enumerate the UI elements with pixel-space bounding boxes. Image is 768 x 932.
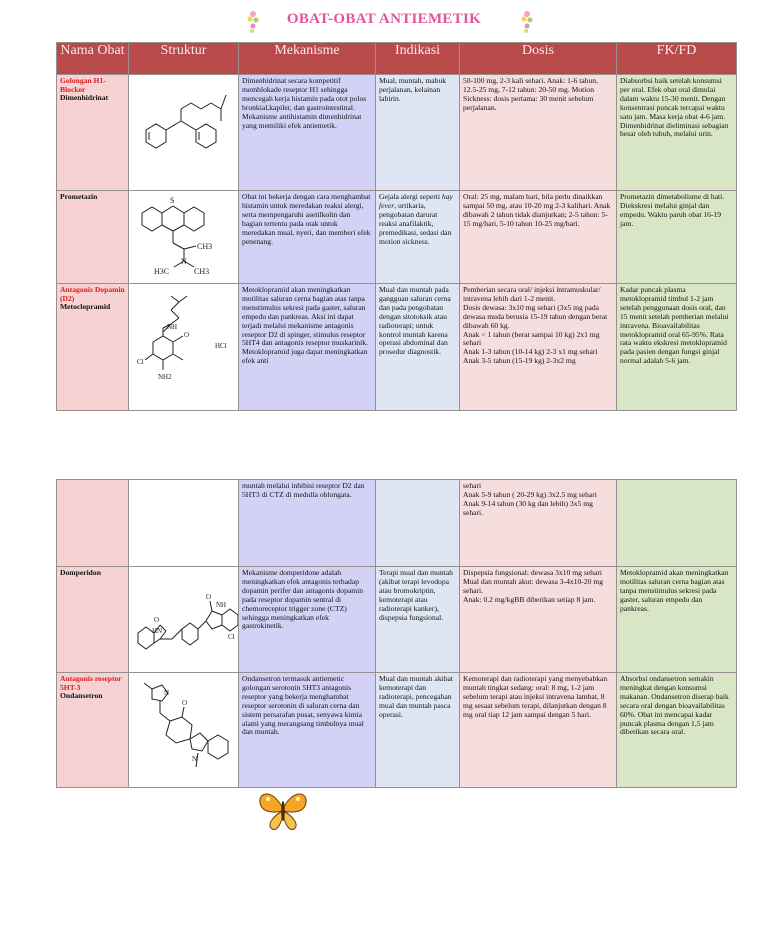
mekanisme-text: Metoklopramid akan meningkatkan motilitas saluran cerna bagian atas tanpa menstimulus sekresi pada gaster, saluran empedu dan pankreas. Aksi ini dapat terjadi melalui mekanisme antagonis reseptor D2 di spinger, stimulus reseptor 5HT4 dan antagonis reseptor muskarinik. Metoklopramid juga dapat meningkatkan efek anti [242,285,368,366]
table-row [57,480,737,567]
table-row [57,567,737,673]
chlorine-atom-label: Cl [136,358,144,366]
header-indikasi: Indikasi [376,43,460,75]
dosis-line: Dispepsia fungsional: dewasa 3x10 mg sehari [463,568,602,577]
dosis-line: Anak < 1 tahun (berat sampai 10 kg) 2x1 mg sehari [463,329,600,348]
dosis-text [460,284,616,366]
fkfd-text: Metoklopramid akan meningkatkan motilitas saluran cerna bagian atas tanpa menstimulus sekresi pada gaster, saluran empedu dan pankreas. [620,568,729,613]
methyl-label: CH3 [196,242,212,251]
mekanisme-text: Obat ini bekerja dengan cara menghambat histamin untuk meredakan reaksi alergi, serta mempengaruhi asetilkolin dan bagian tertentu pada otak untuk meredakan mual, nyeri, dan memberi efek penenang. [242,192,371,246]
indikasi-text: Mual dan muntah akibat kemoterapi dan radioterapi, pencegahan mual dan muntah pasca operasi. [379,674,454,719]
drug-name-cell [57,673,128,701]
mekanisme-text: muntah melalui inhibisi reseptor D2 dan 5HT3 di CTZ di medulla oblongata. [242,481,365,499]
antiemetic-table-page-1 [56,42,737,411]
dosis-line: sehari [463,481,482,490]
header-fkfd: FK/FD [617,43,737,75]
mekanisme-text: Ondansetron termasuk antiemetic golongan serotonin 5HT3 antagonis reseptor yang bekerja menghambat reseptor serotonin di saluran cerna dan sistem persarafan pusat, senyawa kimia alami yang merangsang timbulnya mual dan muntah. [242,674,364,737]
dosis-text [460,480,616,518]
header-mekanisme: Mekanisme [239,43,376,75]
fkfd-text: Diabsorbsi baik setelah konsumsi per oral. Efek obat oral dimulai dalam waktu 15-30 menit. Dengan konsentrasi puncak tercapai waktu satu jam. Masa kerja obat 4-6 jam. Dimenhidrinat dieliminasi sebagian besar oleh tubuh, melalui urin. [620,76,729,139]
promethazine-structure [129,191,238,277]
dosis-line: Anak: 0.2 mg/kgBB diberikan setiap 8 jam. [463,594,596,604]
header-row [57,43,737,75]
table-row [57,284,737,411]
indikasi-text-part: , urtikaria, pengobatan darurat reaksi anafilaktik, premedikasi, sedasi dan motion sickness. [379,200,452,246]
header-nama-obat: Nama Obat [57,43,129,75]
table-row [57,75,737,191]
table-row [57,673,737,788]
drug-name-cell [57,284,128,312]
indikasi-text-italic: hay fever [379,192,453,210]
oxygen-atom-label: O [181,699,187,707]
drug-name: Metoclopramid [60,302,111,312]
sulfur-atom-label: S [169,196,174,205]
metoclopramide-structure [129,284,238,394]
indikasi-text: Terapi mual dan muntah (akibat terapi levodopa atau bromokriptin, kemoterapi atau radioterapi kanker), dispepsia fungsional. [379,568,453,622]
flower-icon [520,10,534,34]
chlorine-atom-label: Cl [227,633,235,641]
fkfd-text: Kadar puncak plasma metoklopramid timbul 1-2 jam setelah penggunaan dosis oral, dan 15 menit setelah pemberian melalui intravena. Bioavailabilitas metoklopramid oral 65-95%. Rata rata waktu ekskresi metoklopramid pada pasien dengan fungsi ginjal normal adalah 5-6 jam. [620,285,729,366]
methyl-label: CH3 [193,267,209,276]
amine-label: NH2 [157,373,172,381]
table-row [57,191,737,284]
dosis-line: Pemberian secara oral/ injeksi intramuskular/ intravena lebih dari 1-2 menit. [463,285,601,303]
dosis-text: Kemoterapi dan radioterapi yang menyebabkan muntah tingkat sedang: oral: 8 mg, 1-2 jam sebelum terapi atau injeksi intravena lambat, 8 mg sesaat sebelum terapi, dilanjutkan dengan 8 mg oral tiap 12 jam sampai dengan 5 hari. [463,674,608,719]
drug-name-cell [57,191,128,202]
hcl-label: HCl [214,342,227,350]
header-struktur: Struktur [129,43,239,75]
indikasi-text: Mual dan muntah pada gangguan saluran cerna dan pada pengobatan dengan sitotoksik atau radioterapi; untuk kontrol muntah karena operasi abdominal dan prosedur diagnostik. [379,285,451,357]
drug-name: Ondansetron [60,691,103,701]
page-title: OBAT-OBAT ANTIEMETIK [286,11,482,27]
antiemetic-table-page-2 [56,479,737,788]
nh-label: NH [215,601,226,609]
dosis-line: Dosis dewasa: 3x10 mg sehari (3x5 mg pada dewasa muda berusia 15-19 tahun dengan berat dibawah 60 kg. [463,302,608,330]
drug-name-cell [57,75,128,103]
dosis-line: Anak 3-5 tahun (15-19 kg) 2-3x2 mg [463,356,576,366]
oxygen-atom-label: O [183,331,189,339]
drug-class: Antagonis reseptor 5HT-3 [60,674,122,692]
nitrogen-atom-label: N [191,755,197,763]
dosis-text [460,567,616,605]
indikasi-text: Mual, muntah, mabuk perjalanan, kelainan labirin. [379,76,447,103]
mekanisme-text: Mekanisme domperidone adalah meningkatkan efek antagonis terhadap dopamin perifer dan antagonis dopamin pada reseptor dopamin sentral di chemoreceptor trigger zone (CTZ) sehingga meningkatkan efek gastrokinetik. [242,568,364,631]
domperidone-structure [129,567,238,663]
dosis-text: 50-100 mg, 2-3 kali sehari. Anak: 1-6 tahun, 12.5-25 mg, 7-12 tahun: 20-50 mg. Motion Sickness: dosis pertama: 30 menit sebelum perjalanan. [463,76,598,112]
dosis-line: Mual dan muntah akut: dewasa 3-4x10-20 mg sehari. [463,576,604,595]
oxygen-atom-label: O [205,593,211,601]
nitrogen-atom-label: N [180,257,187,266]
dosis-line: Anak 5-9 tahun ( 20-29 kg) 3x2.5 mg sehari [463,489,597,499]
drug-name-cell [57,567,128,578]
drug-name: Domperidon [60,568,101,577]
dosis-text: Oral: 25 mg, malam hari, bila perlu dinaikkan sampai 50 mg, atau 10-20 mg 2-3 kalihari. Anak dibawah 2 tahun tidak dianjurkan; 2-5 tahun: 5-15 mg/hari, 5-10 tahun 10-25 mg/hari. [463,192,611,228]
indikasi-text-part: Gejala alergi seperti [379,192,442,201]
indikasi-text [376,191,459,246]
methyl-label: H3C [153,267,169,276]
oxygen-atom-label: O [153,616,159,624]
mekanisme-text: Dimenhidrinat secara kompetitif memblokade reseptor H1 sehingga mencegah kerja histamin pada otot polos bronkial,kapiler, dan gastrointestinal. Mekanisme antihistamin dimenhidrinat yang memiliki efek antiemetik. [242,76,367,130]
drug-name: Prometazin [60,192,98,201]
header-dosis: Dosis [460,43,617,75]
drug-name: Dimenhidrinat [60,93,109,103]
ondansetron-structure [129,673,238,781]
flower-icon [246,10,260,34]
dosis-line: Anak 1-3 tahun (10-14 kg) 2-3 x1 mg sehari [463,347,598,357]
butterfly-icon [256,787,310,833]
dosis-line: Anak 9-14 tahun (30 kg dan lebih) 3x5 mg sehari. [463,498,593,517]
nitrogen-atom-label: N [163,689,169,697]
nh-label: NH [166,323,177,331]
drug-class: Antagonis Dopamin (D2) [60,285,125,303]
page-title-area [0,10,768,28]
fkfd-text: Prometazin dimetabolisme di hati. Diekskresi melalui ginjal dan empedu. Waktu paruh obat 16-19 jam. [620,192,725,228]
fkfd-text: Absorbsi ondansetron semakin meningkat dengan konsumsi makanan. Ondansetron diserap baik secara oral dengan bioavailabilitas 60%. Obat ini mencapai kadar puncak plasma dengan 1,5 jam diberikan secara oral. [620,674,729,737]
dimenhydrinate-structure [129,75,238,165]
drug-class: Golongan H1-Blocker [60,76,106,94]
hn-label: HN [151,627,162,635]
